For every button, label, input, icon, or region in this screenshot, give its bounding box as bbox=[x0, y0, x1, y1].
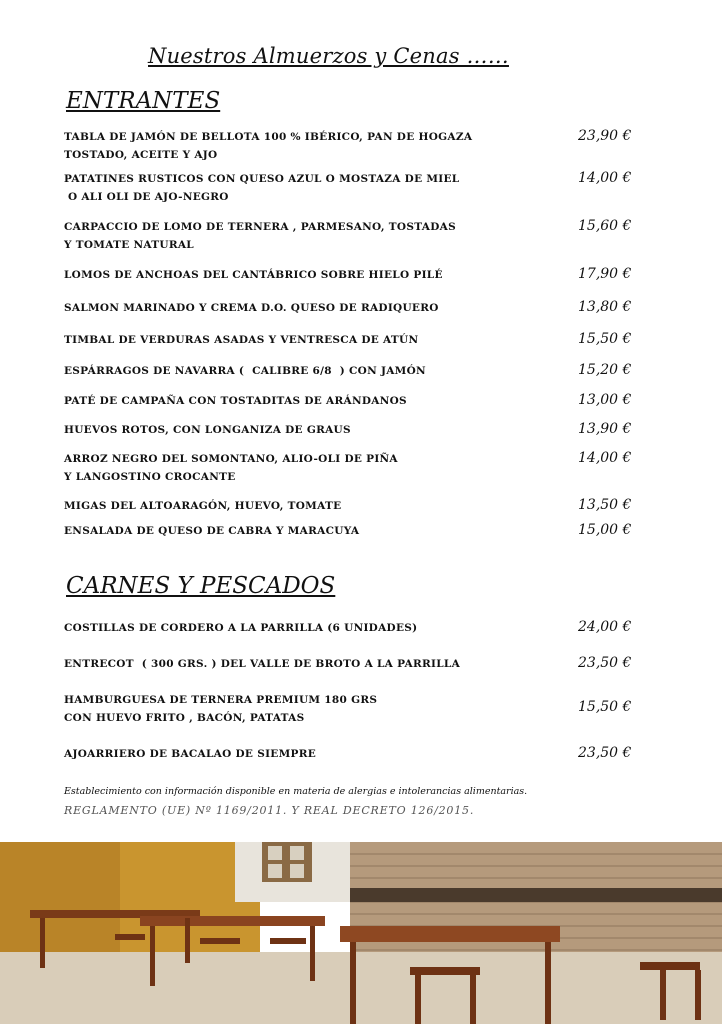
item-price: 13,80 € bbox=[578, 299, 632, 315]
item-price: 13,00 € bbox=[578, 392, 632, 408]
item-price: 13,90 € bbox=[578, 421, 632, 437]
menu-item bbox=[64, 450, 534, 486]
item-price: 15,60 € bbox=[578, 218, 632, 234]
item-line: HUEVOS ROTOS, CON LONGANIZA DE GRAUS bbox=[64, 424, 351, 436]
item-price: 15,20 € bbox=[578, 362, 632, 378]
menu-item bbox=[64, 266, 534, 284]
section-heading-carnes-y-pescados: CARNES Y PESCADOS bbox=[66, 573, 336, 599]
item-line: TABLA DE JAMÓN DE BELLOTA 100 % IBÉRICO, PAN DE HOGAZA bbox=[64, 131, 473, 143]
menu-item bbox=[64, 691, 534, 727]
item-line: AJOARRIERO DE BACALAO DE SIEMPRE bbox=[64, 748, 317, 760]
item-price: 15,50 € bbox=[578, 699, 632, 715]
item-line: ENTRECOT ( 300 GRS. ) DEL VALLE DE BROTO A LA PARRILLA bbox=[64, 658, 461, 670]
item-line: PATÉ DE CAMPAÑA CON TOSTADITAS DE ARÁNDANOS bbox=[64, 395, 407, 407]
item-price: 14,00 € bbox=[578, 450, 632, 466]
menu-item bbox=[64, 421, 534, 439]
regulation-note: REGLAMENTO (UE) Nº 1169/2011. Y REAL DECRETO 126/2015. bbox=[64, 804, 475, 817]
menu-item bbox=[64, 128, 534, 164]
menu-item bbox=[64, 745, 534, 763]
item-line: PATATINES RUSTICOS CON QUESO AZUL O MOSTAZA DE MIEL bbox=[64, 173, 460, 185]
item-price: 13,50 € bbox=[578, 497, 632, 513]
item-line: TIMBAL DE VERDURAS ASADAS Y VENTRESCA DE ATÚN bbox=[64, 334, 419, 346]
menu-item bbox=[64, 170, 534, 206]
item-line: CARPACCIO DE LOMO DE TERNERA , PARMESANO, TOSTADAS bbox=[64, 221, 456, 233]
menu-item bbox=[64, 299, 534, 317]
menu-item bbox=[64, 522, 534, 540]
item-price: 14,00 € bbox=[578, 170, 632, 186]
menu-item bbox=[64, 218, 534, 254]
section-heading-entrantes: ENTRANTES bbox=[66, 88, 221, 114]
item-line: ESPÁRRAGOS DE NAVARRA ( CALIBRE 6/8 ) CON JAMÓN bbox=[64, 365, 426, 377]
menu-item bbox=[64, 362, 534, 380]
menu-item bbox=[64, 497, 534, 515]
item-price: 23,90 € bbox=[578, 128, 632, 144]
menu-item bbox=[64, 619, 534, 637]
item-price: 15,00 € bbox=[578, 522, 632, 538]
item-price: 17,90 € bbox=[578, 266, 632, 282]
item-price: 15,50 € bbox=[578, 331, 632, 347]
menu-item bbox=[64, 331, 534, 349]
item-line: O ALI OLI DE AJO-NEGRO bbox=[64, 191, 229, 203]
item-line: HAMBURGUESA DE TERNERA PREMIUM 180 GRS bbox=[64, 694, 378, 706]
item-line: Y TOMATE NATURAL bbox=[64, 239, 194, 251]
item-price: 23,50 € bbox=[578, 655, 632, 671]
item-line: MIGAS DEL ALTOARAGÓN, HUEVO, TOMATE bbox=[64, 500, 342, 512]
item-line: SALMON MARINADO Y CREMA D.O. QUESO DE RADIQUERO bbox=[64, 302, 439, 314]
item-line: COSTILLAS DE CORDERO A LA PARRILLA (6 UNIDADES) bbox=[64, 622, 418, 634]
item-line: Y LANGOSTINO CROCANTE bbox=[64, 471, 236, 483]
item-line: TOSTADO, ACEITE Y AJO bbox=[64, 149, 218, 161]
menu-item bbox=[64, 392, 534, 410]
item-line: ARROZ NEGRO DEL SOMONTANO, ALIO-OLI DE PIÑA bbox=[64, 453, 398, 465]
allergy-note: Establecimiento con información disponible en materia de alergias e intolerancias alimentarias. bbox=[64, 786, 528, 797]
item-line: LOMOS DE ANCHOAS DEL CANTÁBRICO SOBRE HIELO PILÉ bbox=[64, 269, 443, 281]
item-line: ENSALADA DE QUESO DE CABRA Y MARACUYA bbox=[64, 525, 360, 537]
item-line: CON HUEVO FRITO , BACÓN, PATATAS bbox=[64, 712, 305, 724]
restaurant-photo bbox=[0, 842, 722, 1024]
item-price: 24,00 € bbox=[578, 619, 632, 635]
item-price: 23,50 € bbox=[578, 745, 632, 761]
menu-title: Nuestros Almuerzos y Cenas …… bbox=[148, 44, 509, 68]
menu-item bbox=[64, 655, 534, 673]
